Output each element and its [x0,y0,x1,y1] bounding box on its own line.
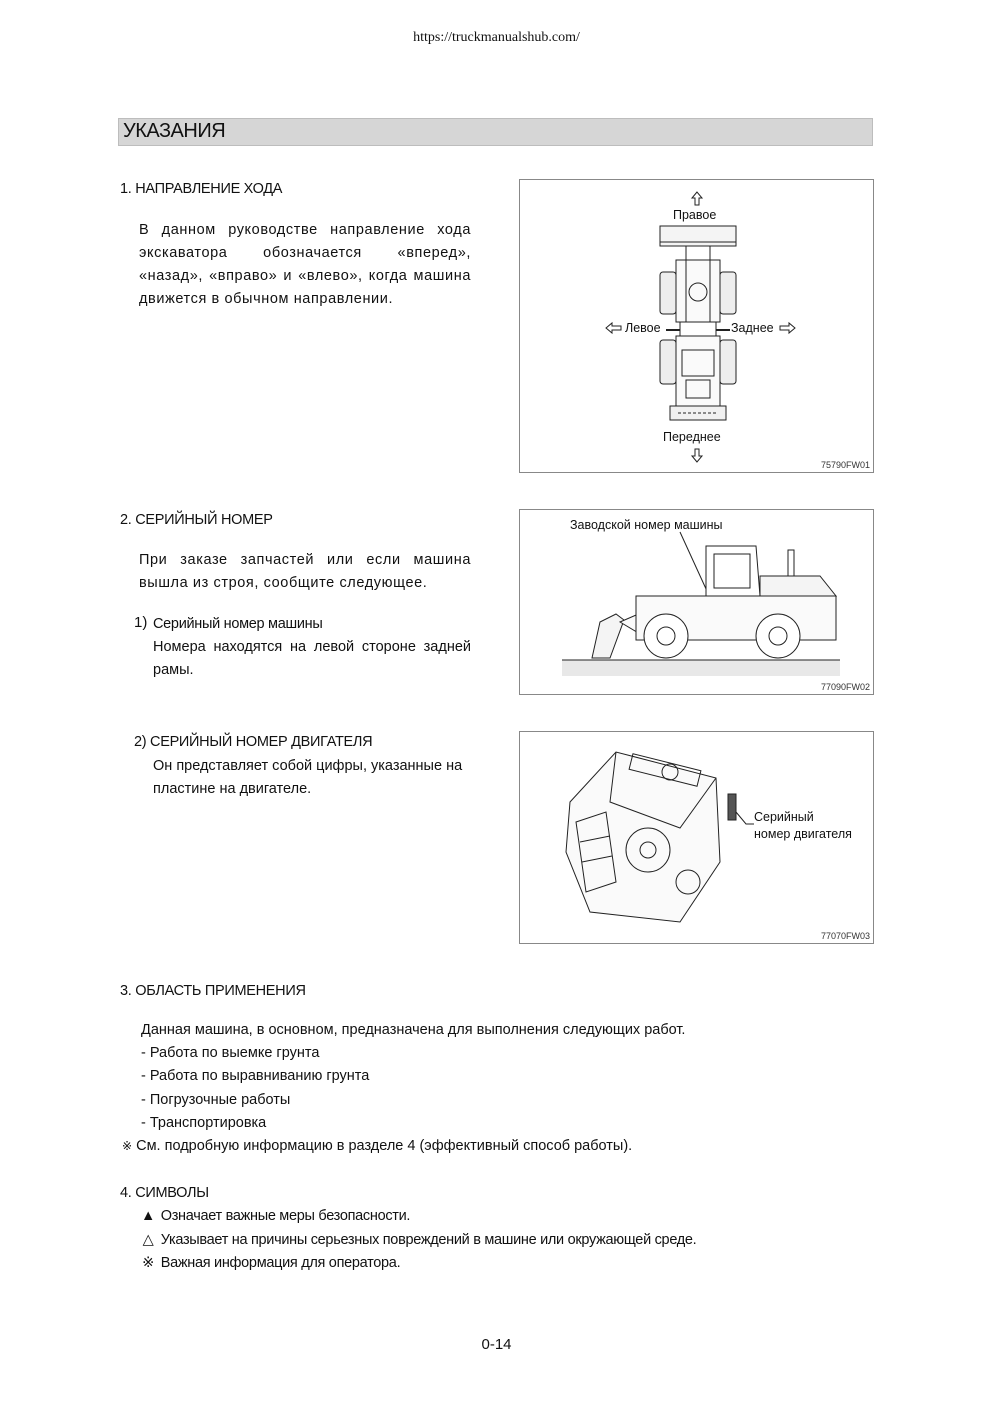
s1-heading: 1. НАПРАВЛЕНИЕ ХОДА [120,181,283,197]
s2-heading: 2. СЕРИЙНЫЙ НОМЕР [120,512,273,528]
direction-label-rear: Заднее [731,321,774,335]
travel-direction-figure [519,179,874,473]
s2-text: При заказе запчастей или если машина вышла из строя, сообщите следующее. [139,552,471,591]
engine-serial-label-1: Серийный [754,810,814,824]
direction-label-front: Переднее [663,430,721,444]
loader-top-view-drawing [520,180,873,472]
s2-item2-text: Он представляет собой цифры, указанные на пластине на двигателе. [153,758,463,797]
list-item: - Работа по выравниванию грунта [141,1068,370,1084]
engine-serial-label-2: номер двигателя [754,827,852,841]
section-title: УКАЗАНИЯ [123,120,226,142]
header-url: https://truckmanualshub.com/ [413,30,580,45]
figure-code: 75790FW01 [820,460,870,470]
figure-code: 77090FW02 [820,682,870,692]
warning-outline-icon: △ [142,1232,154,1248]
figure-code: 77070FW03 [820,931,870,941]
page-number: 0-14 [481,1336,512,1353]
s3-heading: 3. ОБЛАСТЬ ПРИМЕНЕНИЯ [120,983,306,999]
s1-text: В данном руководстве направление хода экскаватора обозначается «вперед», «назад», «вправо» и «влево», когда машина движется в обычном направлении. [139,222,471,307]
s3-note-text: См. подробную информацию в разделе 4 (эффективный способ работы). [136,1138,633,1154]
symbol-row [139,1232,696,1248]
reference-mark-icon: ※ [122,1139,133,1153]
symbol-description: Важная информация для оператора. [160,1255,401,1271]
s3-note [122,1135,632,1158]
machine-serial-figure [519,509,874,695]
symbol-description: Означает важные меры безопасности. [160,1208,411,1224]
list-item: - Транспортировка [141,1115,267,1131]
symbol-row [139,1255,400,1271]
reference-mark-icon: ※ [142,1255,154,1271]
list-item: - Работа по выемке грунта [141,1045,320,1061]
direction-label-left: Левое [625,321,661,335]
warning-filled-icon: ▲ [140,1208,156,1224]
section-banner [118,118,873,146]
loader-side-view-drawing [520,510,873,694]
machine-serial-label: Заводской номер машины [570,518,723,532]
s2-item1-text: Номера находятся на левой стороне задней рамы. [153,639,471,678]
engine-serial-figure [519,731,874,944]
symbol-description: Указывает на причины серьезных повреждений в машине или окружающей среде. [160,1232,697,1248]
symbol-row [139,1208,410,1224]
s4-heading: 4. СИМВОЛЫ [120,1185,209,1201]
list-item: - Погрузочные работы [141,1092,291,1108]
s2-item1-title: Серийный номер машины [153,616,323,632]
s2-item2-title: 2) СЕРИЙНЫЙ НОМЕР ДВИГАТЕЛЯ [134,734,373,750]
direction-label-right: Правое [673,208,717,222]
s3-intro: Данная машина, в основном, предназначена для выполнения следующих работ. [141,1022,686,1038]
s2-item1-number: 1) [134,614,148,631]
